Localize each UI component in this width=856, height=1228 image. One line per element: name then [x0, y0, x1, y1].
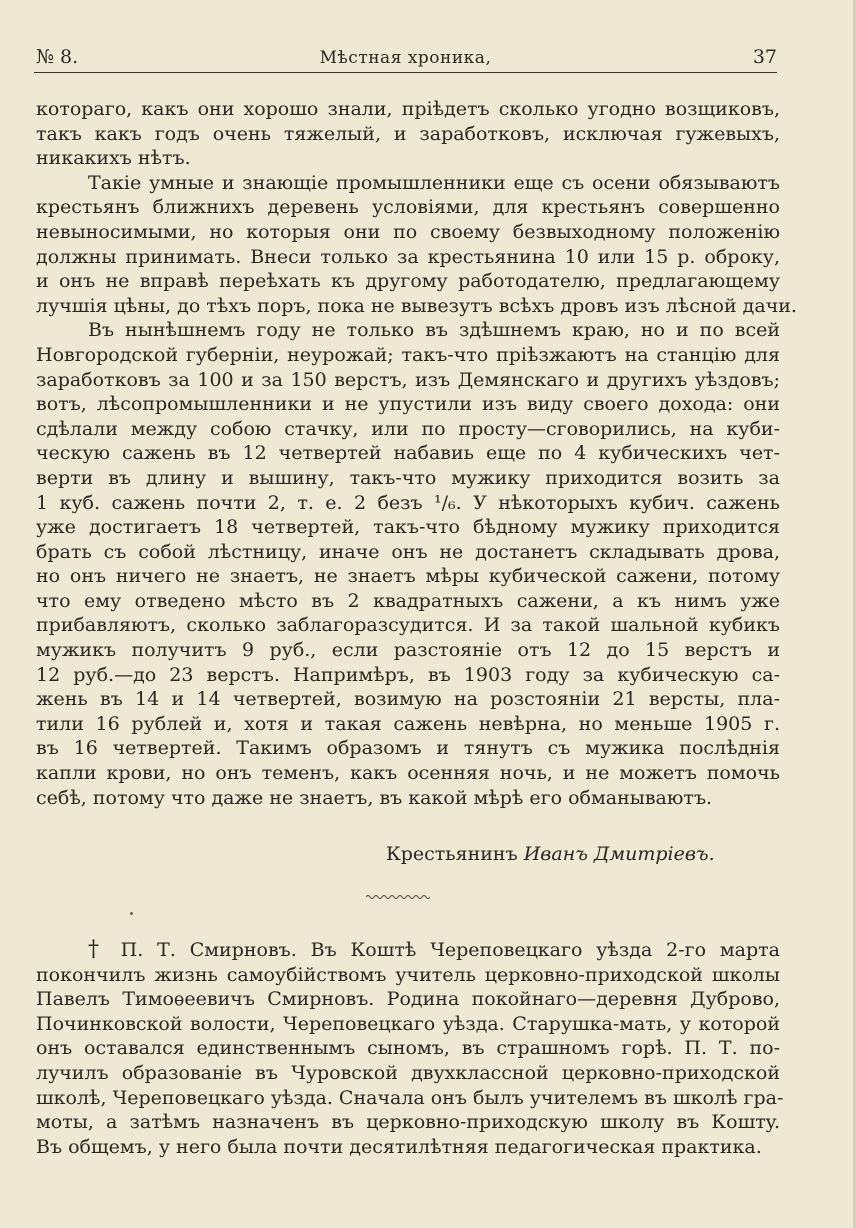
text-line: лучшія цѣны, до тѣхъ поръ, пока не вывезутъ всѣхъ дровъ изъ лѣсной дачи.: [36, 294, 797, 317]
text-line: въ 16 четвертей. Такимъ образомъ и тянутъ съ мужика послѣднія: [36, 737, 780, 760]
text-line: прибавляютъ, сколько заблагоразсудится. И за такой шальной кубикъ: [36, 614, 780, 637]
text-line: должны принимать. Внеси только за крестьянина 10 или 15 р. оброку,: [36, 245, 780, 268]
text-line: [36, 938, 780, 963]
text-line: Въ общемъ, у него была почти десятилѣтняя педагогическая практика.: [36, 1135, 762, 1158]
text-line: покончилъ жизнь самоубійствомъ учитель церковно-приходской школы: [36, 963, 780, 986]
issue-number: № 8.: [36, 46, 79, 68]
text-line: школѣ, Череповецкаго уѣзда. Сначала онъ былъ учителемъ въ школѣ гра-: [36, 1086, 784, 1109]
text-line: что ему отведено мѣсто въ 2 квадратныхъ сажени, а къ нимъ уже: [36, 589, 780, 612]
text-line: сдѣлали между собою стачку, или по просту—сговорились, на куби-: [36, 417, 780, 440]
running-header: [34, 42, 777, 73]
text-line: Такіе умные и знающіе промышленники еще съ осени обязываютъ: [88, 171, 780, 194]
text-line: жень въ 14 и 14 четвертей, возимую на розстояніи 21 версты, пла-: [36, 688, 780, 711]
text-line: ческую сажень въ 12 четвертей набавиь еще по 4 кубическихъ чет-: [36, 442, 780, 465]
obituary-heading-line: П. Т. Смирновъ. Въ Коштѣ Череповецкаго уѣзда 2-го марта: [106, 939, 781, 961]
print-speck: [130, 912, 133, 915]
text-line: брать съ собой лѣстницу, иначе онъ не достанетъ складывать дрова,: [36, 540, 780, 563]
text-line: лучилъ образованіе въ Чуровской двухклассной церковно-приходской: [36, 1061, 780, 1084]
text-line: крестьянъ ближнихъ деревень условіями, для крестьянъ совершенно: [36, 196, 780, 219]
text-line: заработковъ за 100 и за 150 верстъ, изъ Демянскаго и другихъ уѣздовъ;: [36, 368, 780, 391]
text-line: себѣ, потому что даже не знаетъ, въ какой мѣрѣ его обманываютъ.: [36, 786, 713, 809]
text-line: верти въ длину и вышину, такъ-что мужику приходится возить за: [36, 466, 780, 489]
section-title: Мѣстная хроника,: [319, 48, 492, 68]
cross-symbol: †: [88, 937, 107, 962]
text-line: 1 куб. сажень почти 2, т. е. 2 безъ ¹/₆. У нѣкоторыхъ кубич. сажень: [36, 491, 780, 514]
text-line: такъ какъ годъ очень тяжелый, и заработковъ, исключая гужевыхъ,: [36, 122, 780, 145]
text-line: невыносимыми, но которыя они по своему безвыходному положенію: [36, 220, 780, 243]
text-line: Починковской волости, Череповецкаго уѣзда. Старушка-мать, у которой: [36, 1012, 780, 1035]
obituary-text: [36, 937, 784, 1159]
text-line: 12 руб.—до 23 верстъ. Напримѣръ, въ 1903 году за кубическую са-: [36, 663, 780, 686]
text-line: онъ оставался единственнымъ сыномъ, въ страшномъ горѣ. П. Т. по-: [36, 1037, 780, 1060]
text-line: уже достигаетъ 18 четвертей, такъ-что бѣдному мужику приходится: [36, 516, 780, 539]
text-line: моты, а затѣмъ назначенъ въ церковно-приходскую школу въ Коштy.: [36, 1111, 780, 1134]
wavy-divider: [366, 892, 430, 902]
text-line: никакихъ нѣтъ.: [36, 147, 191, 170]
text-line: Новгородской губерніи, неурожай; такъ-что пріѣзжаютъ на станцію для: [36, 343, 780, 366]
signature-name: Иванъ Дмитріевъ.: [523, 843, 715, 865]
author-signature: [386, 843, 715, 865]
page-number: 37: [752, 46, 777, 68]
text-line: Въ нынѣшнемъ году не только въ здѣшнемъ краю, но и по всей: [88, 319, 780, 342]
text-line: тили 16 рублей и, хотя и такая сажень невѣрна, но меньше 1905 г.: [36, 712, 780, 735]
signature-prefix: Крестьянинъ: [386, 843, 518, 865]
article-text: [36, 97, 797, 810]
text-line: котораго, какъ они хорошо знали, пріѣдетъ сколько угодно возщиковъ,: [36, 98, 780, 120]
text-line: но онъ ничего не знаетъ, не знаетъ мѣры кубической сажени, потому: [36, 565, 780, 588]
text-line: вотъ, лѣсопромышленники и не упустили изъ виду своего дохода: они: [36, 393, 780, 416]
text-line: и онъ не вправѣ переѣхать къ другому работодателю, предлагающему: [36, 270, 780, 293]
text-line: капли крови, но онъ теменъ, какъ осенняя ночь, и не можетъ помочь: [36, 762, 780, 785]
text-line: Павелъ Тимоѳеевичъ Смирновъ. Родина покойнаго—деревня Дуброво,: [36, 988, 780, 1011]
text-line: мужикъ получитъ 9 руб., если разстояніе отъ 12 до 15 верстъ и: [36, 639, 780, 662]
